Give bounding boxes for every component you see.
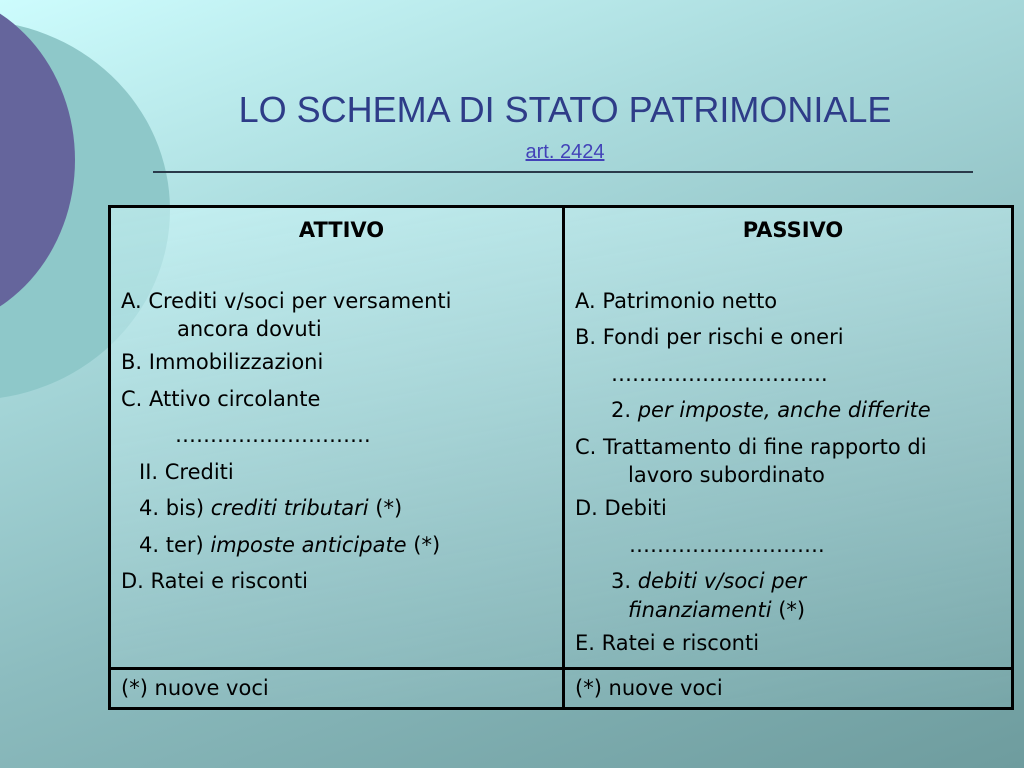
passivo-item-b: B. Fondi per rischi e oneri <box>575 325 844 349</box>
attivo-heading: ATTIVO <box>298 218 385 242</box>
attivo-column <box>110 207 564 669</box>
passivo-item-e: E. Ratei e risconti <box>575 630 760 655</box>
passivo-column <box>564 207 1013 669</box>
passivo-item-d3-continued: finanziamenti (*) <box>628 597 806 622</box>
attivo-item-a-continued: ancora dovuti <box>177 317 322 341</box>
attivo-ellipsis: ………………………. <box>175 423 371 447</box>
attivo-item-a: A. Crediti v/soci per versamenti <box>121 288 452 313</box>
passivo-item-a: A. Patrimonio netto <box>575 288 778 313</box>
passivo-heading: PASSIVO <box>742 218 844 242</box>
table-body-row <box>110 207 1013 669</box>
passivo-ellipsis-d: ………………………. <box>629 532 825 557</box>
slide-title: LO SCHEMA DI STATO PATRIMONIALE <box>238 89 892 130</box>
passivo-item-b2: 2. per imposte, anche differite <box>611 398 931 422</box>
passivo-ellipsis-b: …………………………. <box>611 361 828 386</box>
attivo-item-4ter: 4. ter) imposte anticipate (*) <box>139 532 441 557</box>
passivo-footnote: (*) nuove voci <box>564 669 1013 709</box>
passivo-item-c: C. Trattamento di fine rapporto di <box>575 434 927 459</box>
attivo-footnote: (*) nuove voci <box>110 669 564 709</box>
passivo-item-d3: 3. debiti v/soci per <box>611 569 807 593</box>
subtitle-link[interactable]: art. 2424 <box>525 141 605 163</box>
attivo-item-c: C. Attivo circolante <box>121 386 321 411</box>
attivo-item-d: D. Ratei e risconti <box>121 569 308 593</box>
attivo-item-b: B. Immobilizzazioni <box>121 350 324 374</box>
attivo-item-c-ii: II. Crediti <box>139 459 234 484</box>
passivo-item-d: D. Debiti <box>575 496 667 520</box>
attivo-item-4bis: 4. bis) crediti tributari (*) <box>139 496 403 520</box>
slide-subtitle <box>150 140 980 164</box>
title-divider <box>153 171 973 173</box>
passivo-item-c-continued: lavoro subordinato <box>628 463 825 487</box>
table-footnote-row <box>110 669 1013 709</box>
balance-sheet-table <box>108 205 1014 710</box>
